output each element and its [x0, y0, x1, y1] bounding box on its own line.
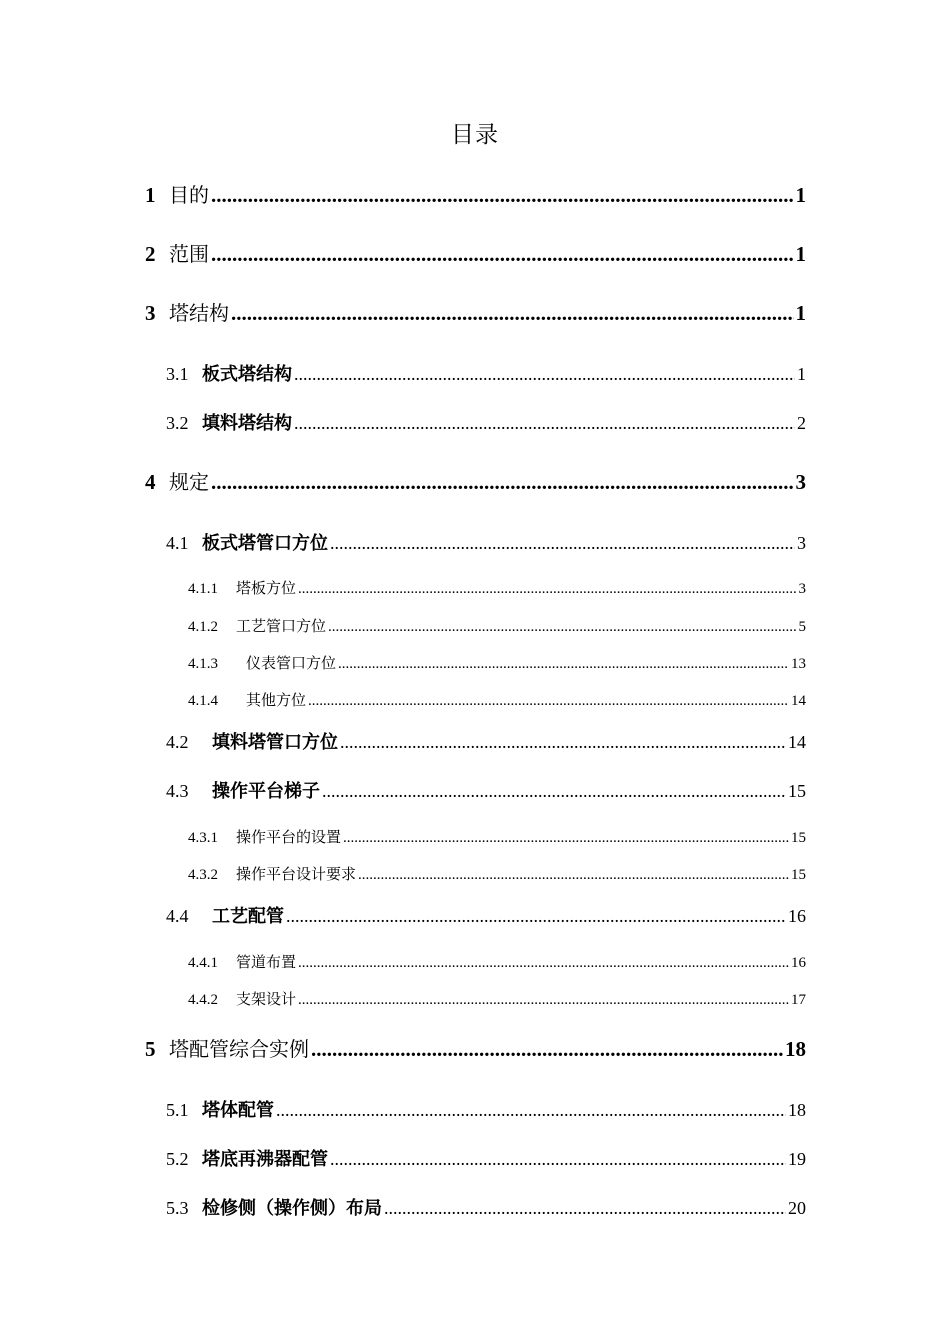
- toc-entry-4-1-2[interactable]: [188, 615, 806, 638]
- toc-entry-page: 13: [791, 656, 806, 672]
- toc-entry-page: 19: [788, 1149, 806, 1169]
- toc-entry-number: 4.1.1: [188, 581, 218, 597]
- toc-dot-leader: [276, 1097, 786, 1123]
- toc-entry-number: 5.3: [166, 1198, 189, 1218]
- toc-entry-number: 4.1.2: [188, 619, 218, 635]
- toc-entry-page: 5: [798, 619, 806, 635]
- toc-entry-4-4-1[interactable]: [188, 951, 806, 974]
- toc-entry-number: 1: [145, 183, 156, 207]
- toc-entry-number: 4.4.2: [188, 992, 218, 1008]
- toc-entry-label: 仪表管口方位: [246, 654, 337, 672]
- toc-entry-5-1[interactable]: [166, 1097, 806, 1124]
- toc-entry-page: 17: [791, 992, 806, 1008]
- toc-dot-leader: [211, 239, 794, 269]
- toc-entry-label: 填料塔管口方位: [212, 732, 338, 753]
- toc-entry-number: 4.3.2: [188, 867, 218, 883]
- toc-entry-page: 1: [795, 183, 806, 207]
- toc-entry-4-3[interactable]: [166, 778, 806, 805]
- toc-entry-page: 16: [791, 955, 806, 971]
- toc-entry-4-3-1[interactable]: [188, 826, 806, 849]
- toc-entry-number: 3.2: [166, 413, 189, 433]
- toc-dot-leader: [322, 778, 786, 804]
- toc-entry-number: 4.1: [166, 533, 189, 553]
- toc-entry-number: 4.3: [166, 781, 189, 801]
- toc-entry-4-4-2[interactable]: [188, 988, 806, 1011]
- toc-entry-page: 15: [788, 781, 806, 801]
- toc-entry-label: 规定: [169, 470, 209, 494]
- toc-entry-number: 4: [145, 470, 156, 494]
- toc-entry-page: 15: [791, 867, 806, 883]
- toc-entry-number: 4.1.3: [188, 656, 218, 672]
- toc-entry-3[interactable]: [145, 298, 806, 328]
- toc-entry-1[interactable]: [145, 180, 806, 210]
- toc-entry-page: 14: [788, 732, 806, 752]
- toc-entry-4-1-3[interactable]: [188, 652, 806, 675]
- toc-entry-page: 2: [797, 413, 806, 433]
- toc-entry-page: 1: [795, 242, 806, 266]
- toc-dot-leader: [231, 298, 794, 328]
- toc-dot-leader: [358, 864, 789, 886]
- toc-entry-label: 其他方位: [246, 691, 307, 709]
- toc-entry-number: 3.1: [166, 364, 189, 384]
- toc-entry-2[interactable]: [145, 239, 806, 269]
- toc-dot-leader: [211, 180, 794, 210]
- toc-entry-number: 3: [145, 301, 156, 325]
- toc-entry-label: 工艺配管: [212, 906, 284, 927]
- toc-dot-leader: [384, 1195, 786, 1221]
- toc-entry-page: 14: [791, 693, 806, 709]
- toc-entry-label: 塔配管综合实例: [169, 1037, 309, 1061]
- toc-entry-3-2[interactable]: [166, 410, 806, 437]
- toc-entry-4[interactable]: [145, 467, 806, 497]
- toc-entry-label: 操作平台梯子: [212, 781, 320, 802]
- toc-entry-4-1-4[interactable]: [188, 689, 806, 712]
- toc-entry-3-1[interactable]: [166, 361, 806, 388]
- toc-dot-leader: [311, 1034, 783, 1064]
- toc-entry-4-2[interactable]: [166, 729, 806, 756]
- toc-entry-5-2[interactable]: [166, 1146, 806, 1173]
- toc-entry-number: 2: [145, 242, 156, 266]
- toc-entry-4-1-1[interactable]: [188, 577, 806, 600]
- toc-entry-4-3-2[interactable]: [188, 863, 806, 886]
- toc-entry-number: 5.1: [166, 1100, 189, 1120]
- toc-entry-page: 3: [797, 533, 806, 553]
- toc-entry-label: 操作平台的设置: [236, 828, 342, 846]
- toc-entry-number: 4.3.1: [188, 830, 218, 846]
- toc-dot-leader: [340, 729, 786, 755]
- toc-dot-leader: [328, 616, 796, 638]
- toc-dot-leader: [211, 467, 794, 497]
- toc-entry-page: 15: [791, 830, 806, 846]
- toc-dot-leader: [298, 578, 796, 600]
- toc-entry-label: 目的: [169, 183, 209, 207]
- toc-entry-label: 塔结构: [169, 301, 229, 325]
- toc-entry-page: 18: [785, 1037, 806, 1061]
- toc-entry-label: 操作平台设计要求: [236, 865, 357, 883]
- toc-entry-page: 3: [795, 470, 806, 494]
- toc-entry-label: 工艺管口方位: [236, 617, 327, 635]
- toc-dot-leader: [330, 530, 795, 556]
- toc-entry-label: 塔板方位: [236, 579, 297, 597]
- toc-entry-label: 范围: [169, 242, 209, 266]
- toc-dot-leader: [343, 827, 789, 849]
- toc-entry-page: 1: [797, 364, 806, 384]
- toc-dot-leader: [338, 653, 789, 675]
- toc-entry-page: 18: [788, 1100, 806, 1120]
- toc-entry-5[interactable]: [145, 1034, 806, 1064]
- toc-dot-leader: [298, 989, 789, 1011]
- toc-entry-label: 塔体配管: [202, 1100, 274, 1121]
- toc-dot-leader: [330, 1146, 786, 1172]
- toc-entry-label: 检修侧（操作侧）布局: [202, 1198, 382, 1219]
- toc-title: 目录: [451, 122, 499, 148]
- toc-dot-leader: [298, 952, 789, 974]
- toc-entry-5-3[interactable]: [166, 1195, 806, 1222]
- toc-dot-leader: [308, 690, 789, 712]
- toc-entry-4-4[interactable]: [166, 903, 806, 930]
- toc-entry-number: 5: [145, 1037, 156, 1061]
- toc-entry-page: 16: [788, 906, 806, 926]
- toc-entry-label: 塔底再沸器配管: [202, 1149, 328, 1170]
- toc-entry-number: 4.4: [166, 906, 189, 926]
- toc-entry-number: 4.2: [166, 732, 189, 752]
- toc-entry-label: 支架设计: [236, 990, 297, 1008]
- toc-entry-label: 填料塔结构: [202, 413, 292, 434]
- toc-entry-page: 20: [788, 1198, 806, 1218]
- toc-entry-number: 4.1.4: [188, 693, 218, 709]
- toc-entry-label: 管道布置: [236, 953, 297, 971]
- toc-entry-page: 3: [798, 581, 806, 597]
- toc-entry-page: 1: [795, 301, 806, 325]
- toc-entry-number: 4.4.1: [188, 955, 218, 971]
- toc-entry-4-1[interactable]: [166, 530, 806, 557]
- toc-dot-leader: [286, 903, 786, 929]
- toc-entry-label: 板式塔管口方位: [202, 533, 328, 554]
- toc-entry-number: 5.2: [166, 1149, 189, 1169]
- toc-entry-label: 板式塔结构: [202, 364, 292, 385]
- toc-dot-leader: [294, 410, 795, 436]
- toc-dot-leader: [294, 361, 795, 387]
